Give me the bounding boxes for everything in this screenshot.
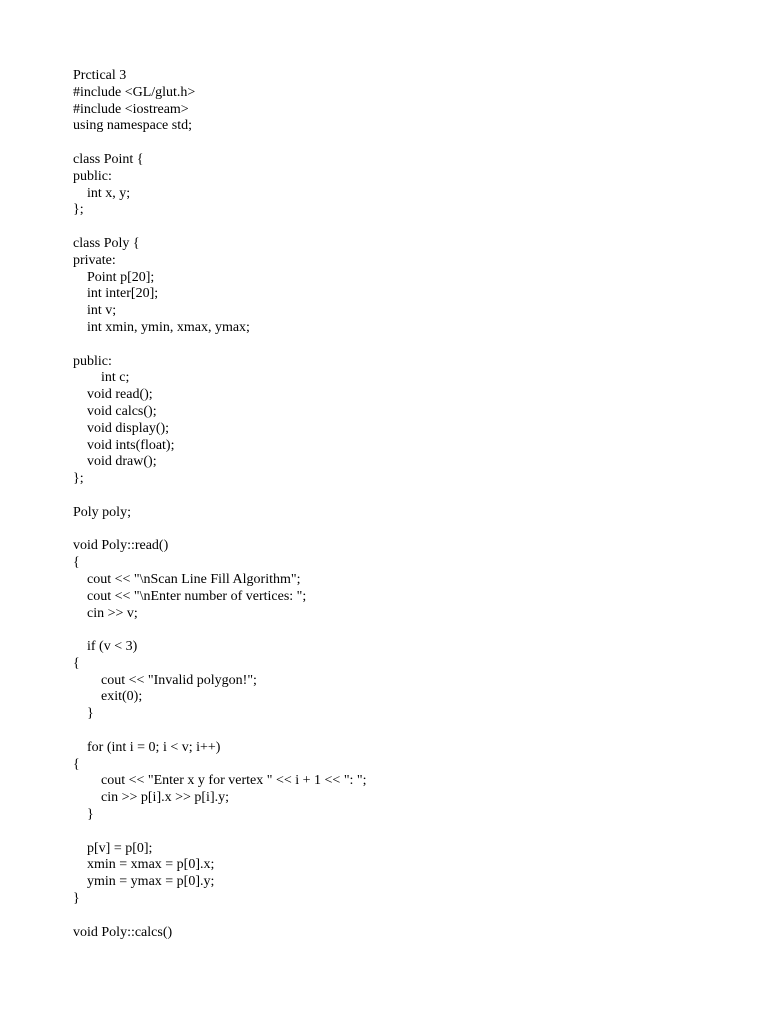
code-line: cout << "Invalid polygon!"; [73,672,257,688]
blank-line [73,337,733,354]
blank-line [73,723,733,740]
code-line: p[v] = p[0]; [73,840,153,856]
code-line: public: [73,168,112,184]
code-line: ymin = ymax = p[0].y; [73,874,215,890]
code-line: Poly poly; [73,504,131,520]
code-line: int v; [73,303,117,319]
code-line: cin >> v; [73,605,138,621]
code-line: { [73,555,80,571]
code-line: class Point { [73,151,144,167]
code-line: cout << "Enter x y for vertex " << i + 1 << ": "; [73,773,367,789]
code-line: using namespace std; [73,118,192,134]
code-line: cout << "\nEnter number of vertices: "; [73,588,307,604]
code-line: void Poly::read() [73,538,169,554]
blank-line [73,908,733,925]
code-line: for (int i = 0; i < v; i++) [73,739,221,755]
code-line: void display(); [73,420,170,436]
code-line: private: [73,252,116,268]
code-line: exit(0); [73,689,143,705]
blank-line [73,135,733,152]
code-line: void calcs(); [73,403,157,419]
code-line: #include <iostream> [73,101,189,117]
code-line: } [73,807,94,823]
code-line: #include <GL/glut.h> [73,84,196,100]
code-line: void ints(float); [73,437,175,453]
code-line: class Poly { [73,235,140,251]
code-line: } [73,891,80,907]
code-line: }; [73,202,84,218]
blank-line [73,622,733,639]
code-line: if (v < 3) [73,639,138,655]
code-line: cout << "\nScan Line Fill Algorithm"; [73,571,301,587]
code-line: void read(); [73,387,153,403]
code-line: int inter[20]; [73,286,159,302]
blank-line [73,522,733,539]
code-line: int c; [73,370,130,386]
code-line: }; [73,471,84,487]
code-line: int x, y; [73,185,131,201]
code-line: Prctical 3 [73,68,127,83]
code-listing [73,68,733,941]
code-line: void draw(); [73,454,157,470]
code-line: { [73,655,80,671]
code-line: void Poly::calcs() [73,924,173,940]
code-line: int xmin, ymin, xmax, ymax; [73,319,250,335]
code-line: public: [73,353,112,369]
code-line: xmin = xmax = p[0].x; [73,857,215,873]
blank-line [73,219,733,236]
blank-line [73,824,733,841]
code-line: } [73,706,94,722]
code-line: Point p[20]; [73,269,155,285]
blank-line [73,488,733,505]
code-line: cin >> p[i].x >> p[i].y; [73,790,230,806]
code-line: { [73,756,80,772]
